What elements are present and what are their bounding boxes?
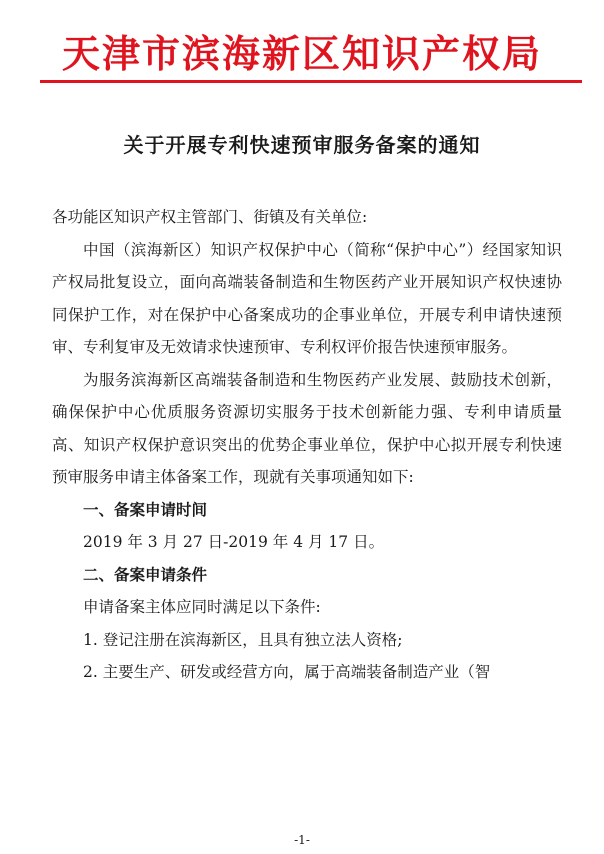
notice-body: [52, 201, 562, 689]
notice-title: 关于开展专利快速预审服务备案的通知: [123, 133, 481, 157]
salutation: 各功能区知识产权主管部门、街镇及有关单位:: [52, 208, 368, 226]
page-number: -1-: [294, 833, 310, 847]
section-2-intro: 申请备案主体应同时满足以下条件:: [83, 598, 321, 616]
condition-2: 2. 主要生产、研发或经营方向，属于高端装备制造产业（智: [83, 663, 491, 681]
paragraph-2: 为服务滨海新区高端装备制造和生物医药产业发展、鼓励技术创新，确保保护中心优质服务资源切实服务于技术创新能力强、专利申请质量高、知识产权保护意识突出的优势企事业单位，保护中心拟开展专利快速预审服务申请主体备案工作，现就有关事项通知如下:: [52, 370, 562, 486]
section-1-text: 2019 年 3 月 27 日-2019 年 4 月 17 日。: [83, 533, 385, 551]
section-2-heading: 二、备案申请条件: [83, 565, 208, 584]
paragraph-1: 中国（滨海新区）知识产权保护中心（简称“保护中心”）经国家知识产权局批复设立，面向高端装备制造和生物医药产业开展知识产权快速协同保护工作，对在保护中心备案成功的企事业单位，开展专利申请快速预审、专利复审及无效请求快速预审、专利权评价报告快速预审服务。: [52, 240, 562, 356]
section-1-heading: 一、备案申请时间: [83, 500, 208, 519]
masthead-red-rule: [40, 80, 582, 83]
condition-1: 1. 登记注册在滨海新区，且具有独立法人资格;: [83, 630, 403, 649]
masthead-org-name: 天津市滨海新区知识产权局: [61, 31, 542, 76]
